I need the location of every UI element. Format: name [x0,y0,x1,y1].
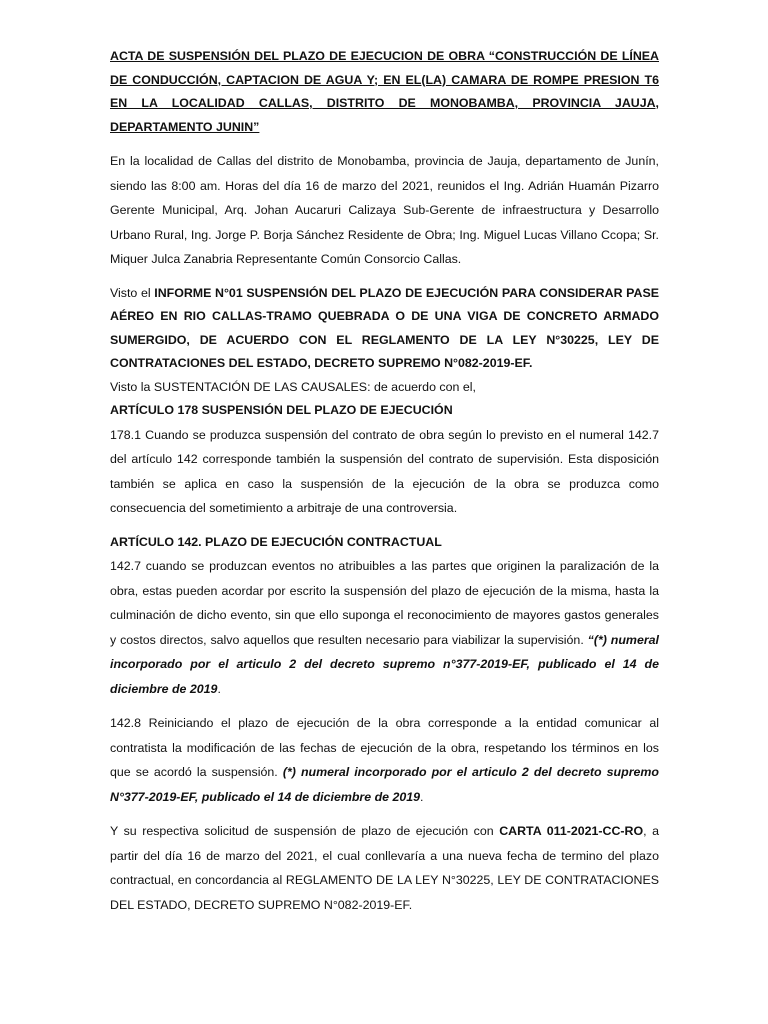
article-142-8-end: . [420,789,424,804]
closing-paragraph [110,819,659,917]
closing-prefix: Y su respectiva solicitud de suspensión de plazo de ejecución con [110,824,500,838]
visto-sustentacion-line: Visto la SUSTENTACIÓN DE LAS CAUSALES: de acuerdo con el, [110,379,476,394]
article-142-7-text: 142.7 cuando se produzcan eventos no atribuibles a las partes que originen la paralización de la obra, estas pueden acordar por escrito la suspensión del plazo de ejecución de la misma, hasta la culminación de dicho evento, sin que ello suponga el reconocimiento de mayores gastos generales y costos directos, salvo aquellos que resulten necesario para viabilizar la supervisión. [110,559,659,647]
article-142-7-note: “(*) numeral incorporado por el articulo 2 del decreto supremo n°377-2019-EF, publicado el 14 de diciembre de 2019 [110,632,660,696]
visto-informe-paragraph [110,282,659,376]
article-142-8-text: 142.8 Reiniciando el plazo de ejecución de la obra corresponde a la entidad comunicar al contratista la modificación de las fechas de ejecución de la obra, respetando los términos en los que se acordó la suspensión. [110,716,659,779]
article-142-7-end: . [217,681,221,696]
article-178-heading: ARTÍCULO 178 SUSPENSIÓN DEL PLAZO DE EJECUCIÓN [110,403,453,417]
visto-informe-prefix: Visto el [110,285,155,300]
closing-rest: , a partir del día 16 de marzo del 2021, el cual conllevaría a una nueva fecha de termino del plazo contractual, en concordancia al REGLAMENTO DE LA LEY N°30225, LEY DE CONTRATACIONES DEL ESTADO, DECRETO SUPREMO N°082-2019-EF. [110,824,660,912]
carta-reference: CARTA 011-2021-CC-RO [499,824,644,838]
article-142-7-paragraph [110,554,659,701]
document-title: ACTA DE SUSPENSIÓN DEL PLAZO DE EJECUCION DE OBRA “CONSTRUCCIÓN DE LÍNEA DE CONDUCCIÓN, CAPTACION DE AGUA Y; EN EL(LA) CAMARA DE ROMPE PRESION T6 EN LA LOCALIDAD CALLAS, DISTRITO DE MONOBAMBA, PROVINCIA JAUJA, DEPARTAMENTO JUNIN” [110,49,659,134]
article-142-8-paragraph [110,711,659,809]
article-142-heading: ARTÍCULO 142. PLAZO DE EJECUCIÓN CONTRACTUAL [110,534,442,549]
article-142-8-note: (*) numeral incorporado por el articulo 2 del decreto supremo N°377-2019-EF, publicado el 14 de diciembre de 2019 [110,765,659,804]
article-178-text: 178.1 Cuando se produzca suspensión del contrato de obra según lo previsto en el numeral 142.7 del artículo 142 corresponde también la suspensión del contrato de supervisión. Esta disposición también se aplica en caso la suspensión de la ejecución de la obra se produzca como consecuencia del sometimiento a arbitraje de una controversia. [110,427,659,515]
visto-informe-reference: INFORME N°01 SUSPENSIÓN DEL PLAZO DE EJECUCIÓN PARA CONSIDERAR PASE AÉREO EN RIO CALLAS-TRAMO QUEBRADA O DE UNA VIGA DE CONCRETO ARMADO SUMERGIDO, DE ACUERDO CON EL REGLAMENTO DE LA LEY N°30225, LEY DE CONTRATACIONES DEL ESTADO, DECRETO SUPREMO N°082-2019-EF. [110,285,659,370]
intro-paragraph: En la localidad de Callas del distrito de Monobamba, provincia de Jauja, departamento de Junín, siendo las 8:00 am. Horas del día 16 de marzo del 2021, reunidos el Ing. Adrián Huamán Pizarro Gerente Municipal, Arq. Johan Aucaruri Calizaya Sub-Gerente de infraestructura y Desarrollo Urbano Rural, Ing. Jorge P. Borja Sánchez Residente de Obra; Ing. Miguel Lucas Villano Ccopa; Sr. Miquer Julca Zanabria Representante Común Consorcio Callas. [110,154,659,266]
